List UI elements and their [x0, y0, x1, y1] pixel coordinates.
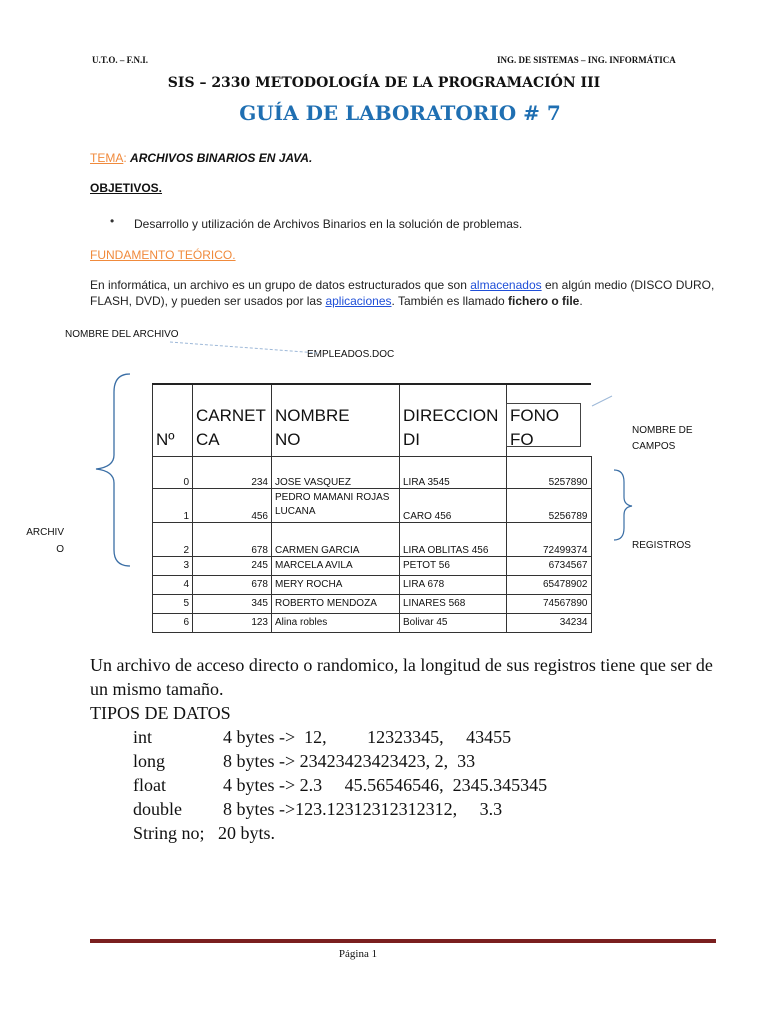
objetivos-bullet-icon: •	[110, 214, 115, 228]
page-number: Página 1	[338, 948, 378, 960]
header-cell: Nº	[153, 384, 193, 456]
header-left: U.T.O. – F.N.I.	[92, 55, 149, 65]
almacenados-link[interactable]: almacenados	[470, 278, 542, 292]
table-row: 1 456 PEDRO MAMANI ROJAS LUCANA CARO 456 5256789	[153, 488, 592, 522]
header-cell: DIRECCION DI	[400, 384, 507, 456]
tipo-row: int 4 bytes -> 12, 12323345, 43455	[133, 727, 512, 747]
tema-label: TEMA	[90, 151, 124, 165]
tipo-row: double 8 bytes ->123.12312312312312, 3.3	[133, 799, 503, 819]
tema-line: TEMA: ARCHIVOS BINARIOS EN JAVA.	[90, 151, 313, 165]
table-row: 5 345 ROBERTO MENDOZA LINARES 568 74567890	[153, 594, 592, 613]
header-cell: CARNET CA	[193, 384, 272, 456]
campos-connector	[592, 396, 612, 406]
aplicaciones-link[interactable]: aplicaciones	[325, 294, 392, 308]
string-row: String no; 20 byts.	[133, 823, 276, 843]
tipos-title: TIPOS DE DATOS	[90, 703, 231, 723]
access-paragraph: Un archivo de acceso directo o randomico, la longitud de sus registros tiene que ser de un mismo tamaño.	[90, 655, 713, 699]
fundamento-title: FUNDAMENTO TEÓRICO.	[90, 248, 236, 262]
table-header-row	[153, 384, 592, 456]
table-row: 2 678 CARMEN GARCIA LIRA OBLITAS 456 72499374	[153, 522, 592, 556]
employees-table	[152, 383, 592, 633]
tipo-row: long 8 bytes -> 23423423423423, 2, 33	[133, 751, 476, 771]
nombre-campos-label: NOMBRE DE CAMPOS	[632, 425, 693, 452]
header-cell: FONO FO	[507, 384, 592, 456]
tipo-row: float 4 bytes -> 2.3 45.56546546, 2345.345345	[133, 775, 548, 795]
objetivos-title: OBJETIVOS.	[90, 181, 163, 195]
tema-text: ARCHIVOS BINARIOS EN JAVA.	[130, 151, 313, 165]
filename-connector	[170, 342, 318, 353]
header-cell: NOMBRE NO	[272, 384, 400, 456]
table-row: 3 245 MARCELA AVILA PETOT 56 6734567	[153, 556, 592, 575]
table-row: 4 678 MERY ROCHA LIRA 678 65478902	[153, 575, 592, 594]
nombre-archivo-label: NOMBRE DEL ARCHIVO	[65, 329, 179, 340]
table-row: 6 123 Alina robles Bolivar 45 34234	[153, 613, 592, 632]
objetivos-item: Desarrollo y utilización de Archivos Binarios en la solución de problemas.	[134, 217, 523, 231]
course-title: SIS – 2330 METODOLOGÍA DE LA PROGRAMACIÓN III	[167, 75, 601, 91]
registros-brace-icon	[614, 470, 632, 540]
table-row: 0 234 JOSE VASQUEZ LIRA 3545 5257890	[153, 456, 592, 488]
header-right: ING. DE SISTEMAS – ING. INFORMÁTICA	[497, 55, 676, 65]
tipos-list	[133, 725, 693, 845]
archivo-brace-icon	[96, 374, 130, 566]
fundamento-paragraph: En informática, un archivo es un grupo de datos estructurados que son almacenados en algún medio (DISCO DURO, FLASH, DVD), y pueden ser usados por las aplicaciones. También es llamado fichero o file.	[90, 278, 715, 308]
archivo-label: ARCHIV O	[26, 527, 64, 555]
guide-title: GUÍA DE LABORATORIO # 7	[239, 101, 561, 125]
filename-label: EMPLEADOS.DOC	[307, 349, 395, 360]
registros-label: REGISTROS	[632, 540, 691, 551]
